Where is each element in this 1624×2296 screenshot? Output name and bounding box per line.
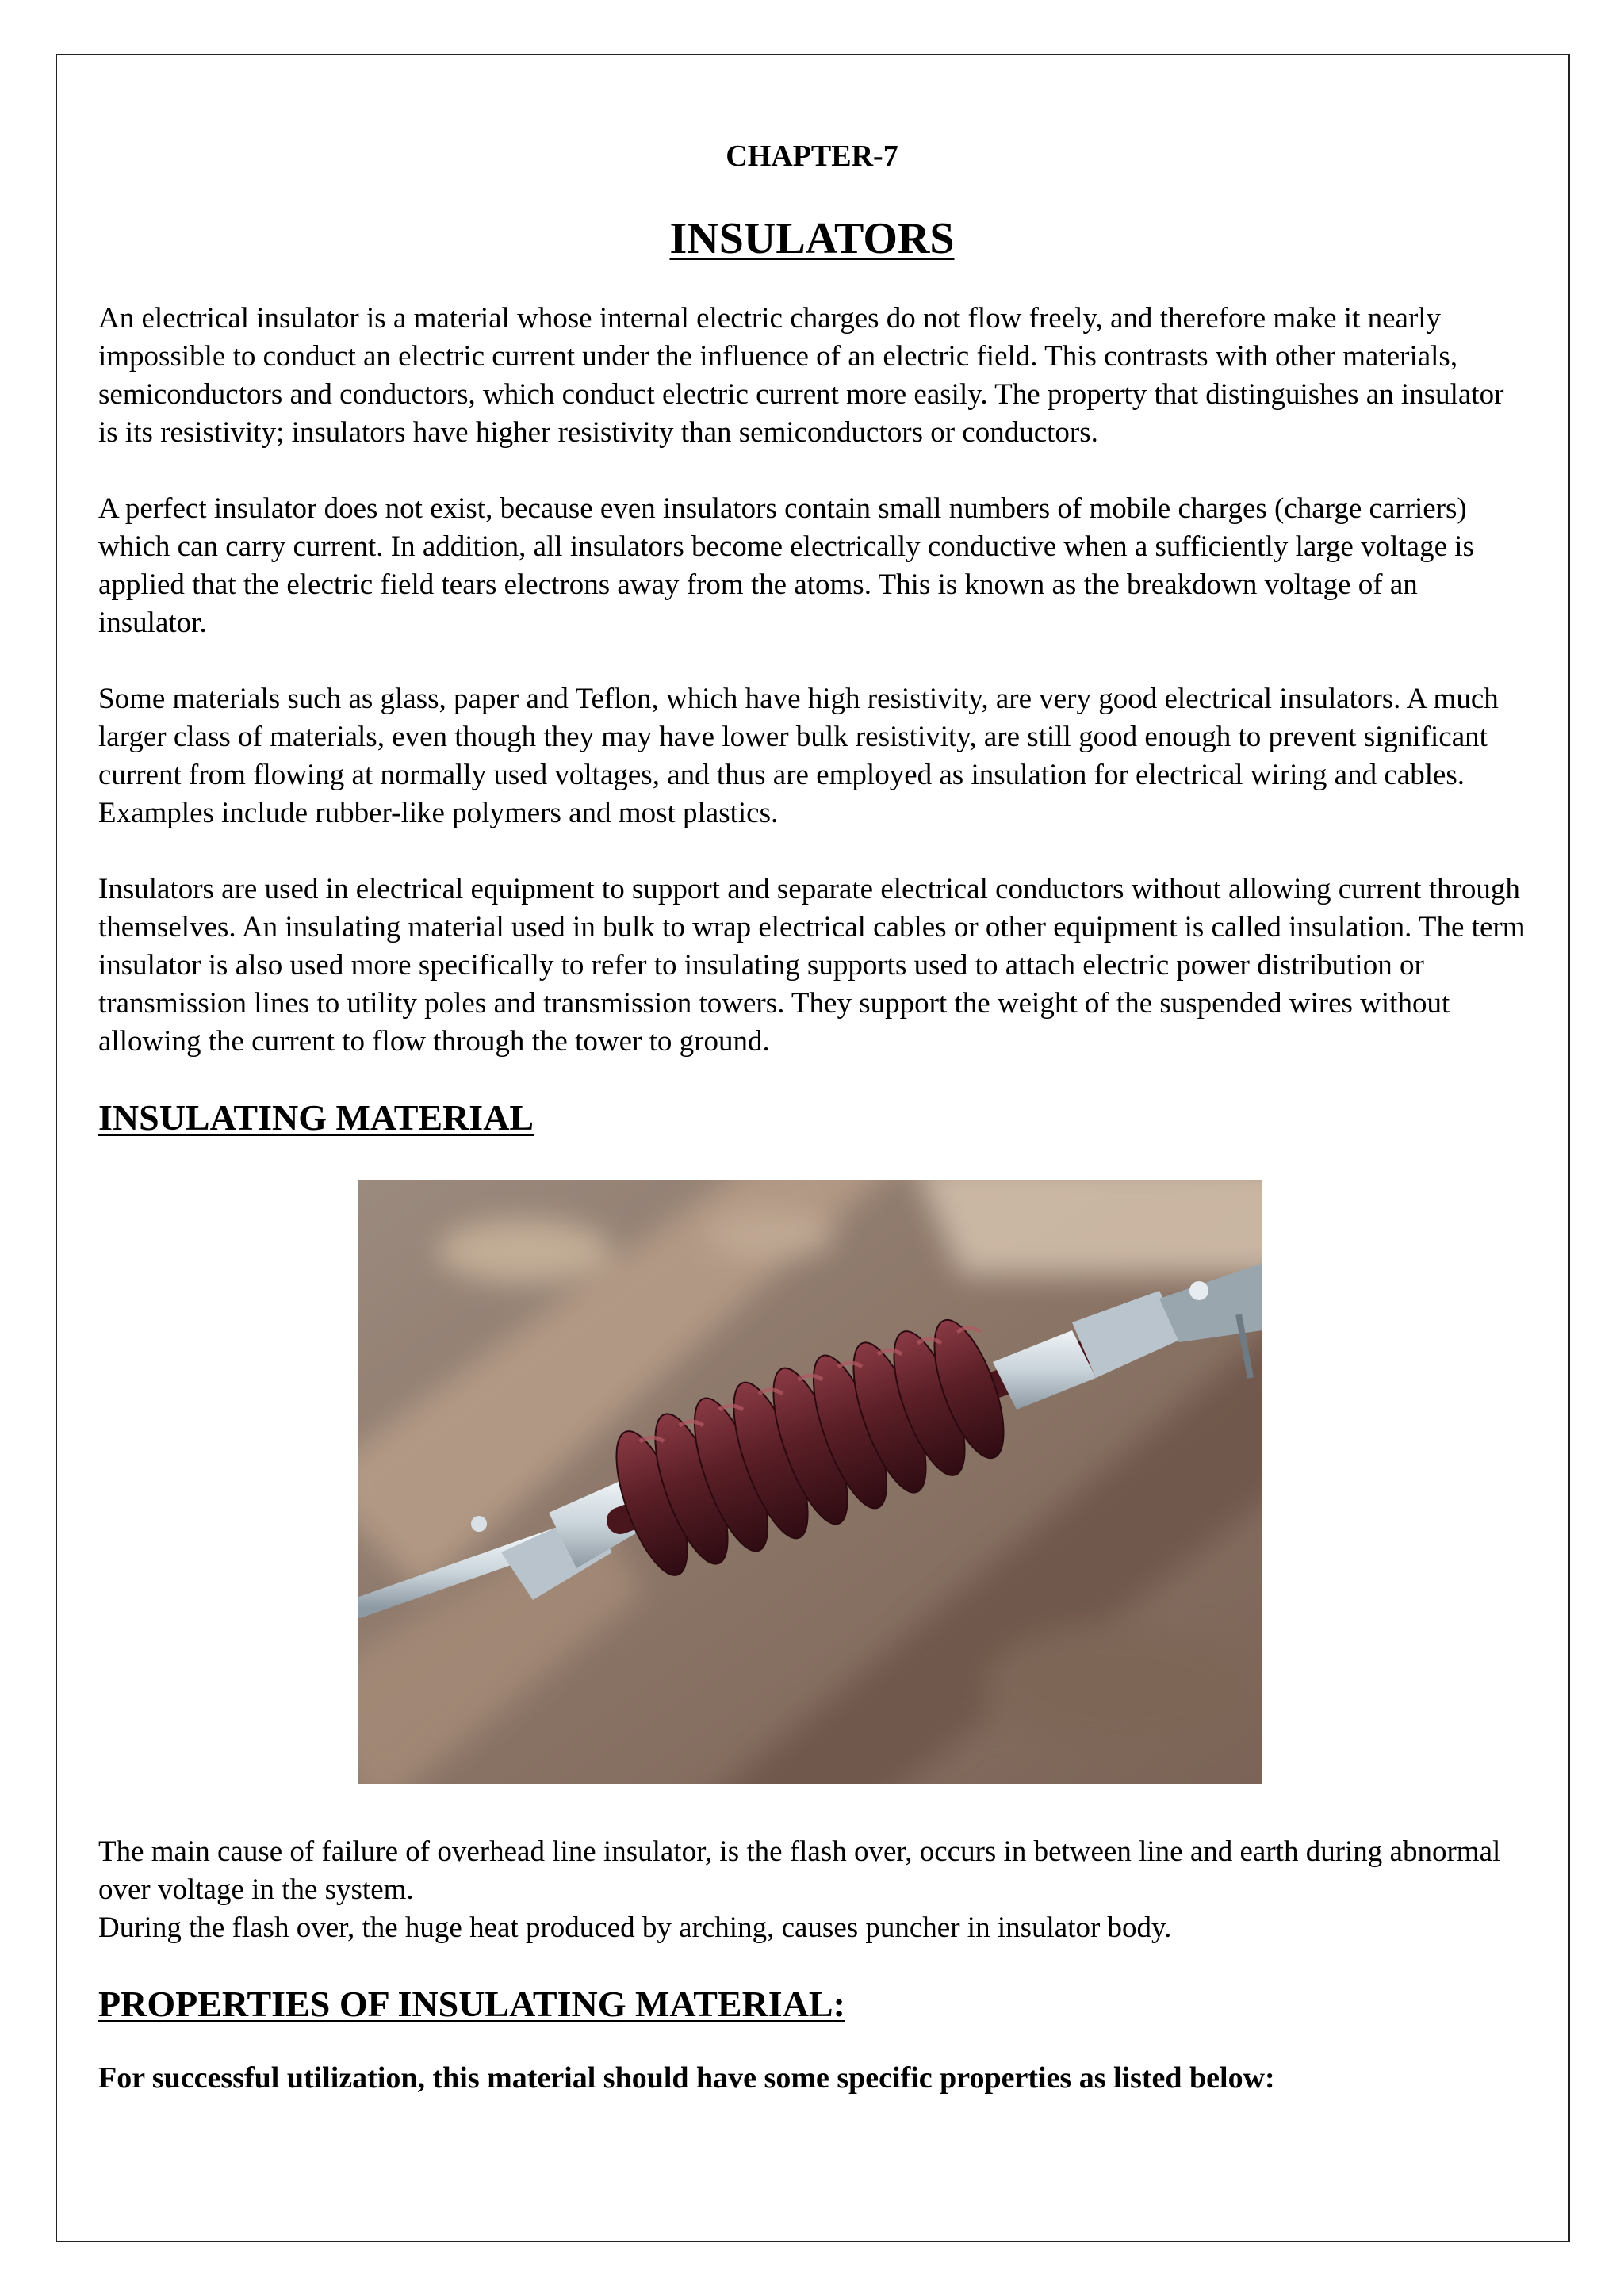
intro-paragraph-3: Some materials such as glass, paper and Teflon, which have high resistivity, are very good electrical insulators. A much larger class of materials, even though they may have lower bulk resistivity, are still good enough to prevent significant current from flowing at normally used voltages, and thus are employed as insulation for electrical wiring and cables. Examples include rubber-like polymers and most plastics. — [98, 683, 1499, 829]
overhead-line-insulator-photo — [358, 1180, 1262, 1784]
intro-paragraph-1: An electrical insulator is a material whose internal electric charges do not flow freely, and therefore make it nearly impossible to conduct an electric current under the influence of an electric field. This contrasts with other materials, semiconductors and conductors, which conduct electric current more easily. The property that distinguishes an insulator is its resistivity; insulators have higher resistivity than semiconductors or conductors. — [98, 302, 1504, 449]
failure-cause-text: The main cause of failure of overhead line insulator, is the flash over, occurs in between line and earth during abnormal over voltage in the system. — [98, 1835, 1501, 1906]
intro-paragraph-4: Insulators are used in electrical equipment to support and separate electrical conductors without allowing current through themselves. An insulating material used in bulk to wrap electrical cables or other equipment is called insulation. The term insulator is also used more specifically to refer to insulating supports used to attach electric power distribution or transmission lines to utility poles and transmission towers. They support the weight of the suspended wires without allowing the current to flow through the tower to ground. — [98, 873, 1526, 1058]
document-body — [98, 133, 1526, 2098]
flash-over-text: During the flash over, the huge heat produced by arching, causes puncher in insulator body. — [98, 1911, 1172, 1944]
properties-lead-text: For successful utilization, this material should have some specific properties as listed below: — [98, 2061, 1275, 2095]
section-heading-properties: PROPERTIES OF INSULATING MATERIAL: — [98, 1984, 845, 2024]
section-heading-insulating-material: INSULATING MATERIAL — [98, 1097, 534, 1138]
chapter-label: CHAPTER-7 — [726, 140, 898, 173]
intro-paragraph-2: A perfect insulator does not exist, because even insulators contain small numbers of mobile charges (charge carriers) which can carry current. In addition, all insulators become electrically conductive when a sufficiently large voltage is applied that the electric field tears electrons away from the atoms. This is known as the breakdown voltage of an insulator. — [98, 492, 1474, 639]
page-title: INSULATORS — [669, 214, 955, 263]
